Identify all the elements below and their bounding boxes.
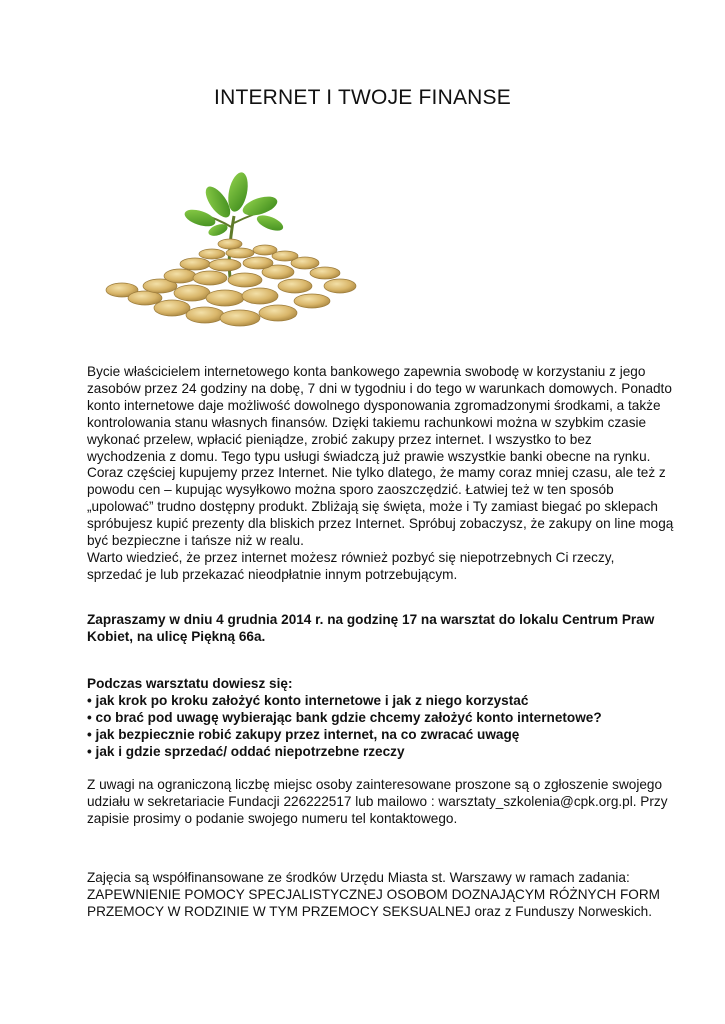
intro-line: być bezpieczne i tańsze niż w realu. [87,533,304,549]
funding-line: Zajęcia są współfinansowane ze środków Urzędu Miasta st. Warszawy w ramach zadania: [87,870,630,885]
registration-line: zapisie prosimy o podanie swojego numeru tel kontaktowego. [87,810,458,826]
intro-line: Coraz częściej kupujemy przez Internet. Nie tylko dlatego, że mamy coraz mniej czasu, ale też z [87,465,666,481]
registration-paragraph [87,777,668,828]
intro-line: kontrolowania stanu własnych finansów. Dzięki takiemu rachunkowi można w szybkim czasie [87,414,647,430]
workshop-topic-item: • jak bezpiecznie robić zakupy przez internet, na co zwracać uwagę [87,726,520,742]
intro-line: zasobów przez 24 godziny na dobę, 7 dni w tygodniu i do tego w warunkach domowych. Ponadto [87,380,672,396]
invitation-line: Zapraszamy w dniu 4 grudnia 2014 r. na godzinę 17 na warsztat do lokalu Centrum Praw [87,612,655,627]
registration-line: Z uwagi na ograniczoną liczbę miejsc osoby zainteresowane proszone są o zgłoszenie swojego [87,777,663,792]
funding-line: PRZEMOCY W RODZINIE W TYM PRZEMOCY SEKSUALNEJ oraz z Funduszy Norweskich. [87,903,653,919]
registration-line: udziału w sekretariacie Fundacji 226222517 lub mailowo : warsztaty_szkolenia@cpk.org.pl. Przy [87,793,668,809]
intro-line: Bycie właścicielem internetowego konta bankowego zapewnia swobodę w korzystaniu z jego [87,364,646,379]
intro-line: powodu cen – kupując wysyłkowo można sporo zaoszczędzić. Łatwiej też w ten sposób [87,482,614,498]
intro-line: Warto wiedzieć, że przez internet możesz również pozbyć się niepotrzebnych Ci rzeczy, [87,549,615,565]
intro-line: spróbujesz kupić prezenty dla bliskich przez Internet. Spróbuj zobaczysz, że zakupy on line mogą [87,516,674,532]
intro-line: sprzedać je lub przekazać nieodpłatnie innym potrzebującym. [87,566,458,582]
intro-paragraph [87,364,674,584]
document-title: INTERNET I TWOJE FINANSE [214,86,511,109]
intro-line: „upolować” trudno dostępny produkt. Zbliżają się święta, może i Ty zamiast biegać po sklepach [87,499,658,515]
plant-on-coins-image [100,168,370,333]
workshop-heading: Podczas warsztatu dowiesz się: [87,676,293,691]
workshop-topic-item: • jak krok po kroku założyć konto internetowe i jak z niego korzystać [87,692,529,708]
intro-line: konto internetowe daje możliwość dowolnego dysponowania zgromadzonymi środkami, a także [87,397,661,413]
workshop-topics [87,676,647,761]
intro-line: wykonać przelew, wpłacić pieniądze, zrobić zakupy przez internet. I wszystko to bez [87,431,592,447]
workshop-topic-item: • jak i gdzie sprzedać/ oddać niepotrzebne rzeczy [87,743,405,759]
invitation-line: Kobiet, na ulicę Piękną 66a. [87,628,266,644]
workshop-topic-item: • co brać pod uwagę wybierając bank gdzie chcemy założyć konto internetowe? [87,709,602,725]
funding-paragraph [87,870,661,921]
intro-line: wychodzenia z domu. Tego typu usługi świadczą już prawie wszystkie banki obecne na rynku. [87,448,651,464]
invitation-paragraph [87,612,655,646]
funding-line: ZAPEWNIENIE POMOCY SPECJALISTYCZNEJ OSOBOM DOZNAJĄCYM RÓŻNYCH FORM [87,886,661,902]
